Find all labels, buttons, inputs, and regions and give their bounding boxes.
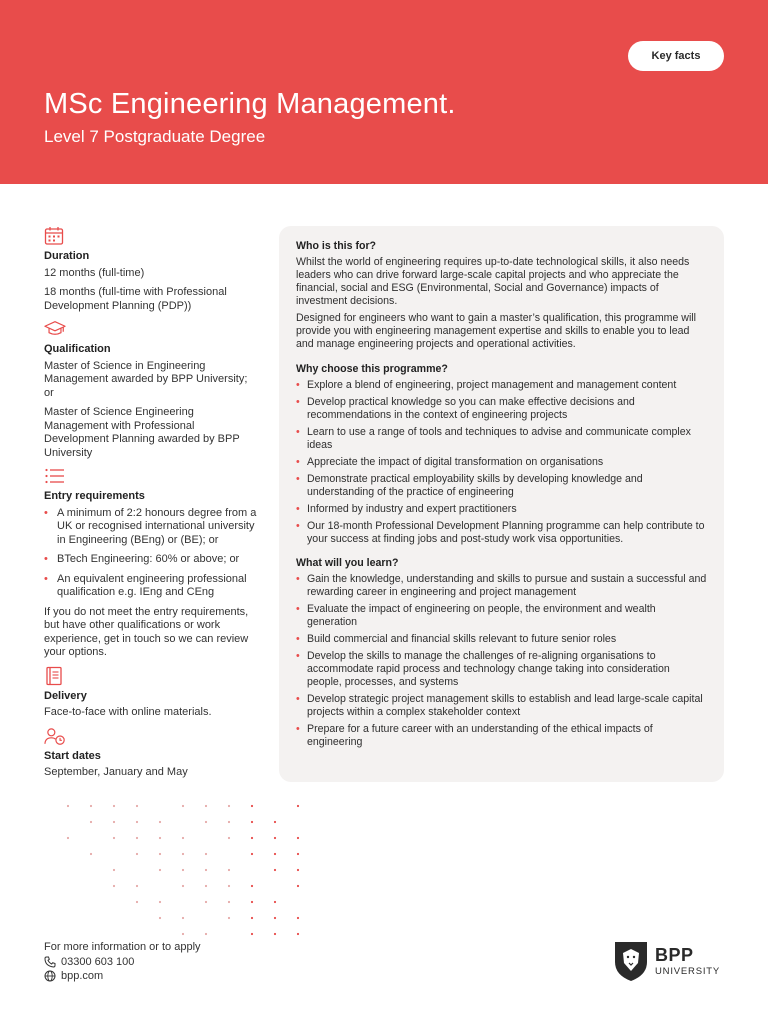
- list-item: • Learn to use a range of tools and techniques to advise and communicate complex ideas: [296, 426, 707, 452]
- person-clock-icon: [44, 726, 66, 746]
- decorative-dot: [136, 837, 138, 839]
- decorative-dot: [274, 901, 276, 903]
- decorative-dot: [274, 853, 276, 855]
- decorative-dot: [67, 805, 69, 807]
- decorative-dot: [297, 885, 299, 887]
- list-item: • An equivalent engineering professional qualification e.g. IEng and CEng: [44, 573, 260, 600]
- decorative-dot: [205, 933, 207, 935]
- phone-row[interactable]: [44, 955, 201, 970]
- list-item: • Evaluate the impact of engineering on people, the environment and wealth generation: [296, 603, 707, 629]
- decorative-dot: [113, 805, 115, 807]
- duration-section: [44, 226, 260, 313]
- contact-heading: For more information or to apply: [44, 941, 201, 953]
- list-item: • Develop strategic project management skills to establish and lead large-scale capital projects within a complex stakeholder context: [296, 693, 707, 719]
- graduation-cap-icon: [44, 319, 66, 339]
- decorative-dot: [182, 805, 184, 807]
- decorative-dot: [228, 837, 230, 839]
- entry-list: [44, 507, 260, 600]
- decorative-dot: [159, 821, 161, 823]
- programme-details-card: [279, 226, 724, 782]
- decorative-dot: [251, 917, 253, 919]
- decorative-dot: [182, 933, 184, 935]
- duration-line: 18 months (full-time with Professional Development Planning (PDP)): [44, 286, 227, 312]
- website-link[interactable]: bpp.com: [61, 970, 104, 982]
- decorative-dot: [136, 853, 138, 855]
- decorative-dot: [90, 853, 92, 855]
- qualification-line: Master of Science Engineering Management with Professional Development Planning awarded by BPP University: [44, 406, 240, 459]
- decorative-dot: [228, 869, 230, 871]
- learn-list: [296, 573, 707, 749]
- decorative-dot: [159, 837, 161, 839]
- delivery-section: [44, 666, 260, 720]
- decorative-dot: [136, 885, 138, 887]
- duration-heading: Duration: [44, 250, 90, 262]
- decorative-dot: [297, 837, 299, 839]
- list-item: • Develop practical knowledge so you can make effective decisions and recommendations in the context of engineering projects: [296, 396, 707, 422]
- key-facts-column: [44, 226, 260, 786]
- decorative-dot: [159, 853, 161, 855]
- qualification-heading: Qualification: [44, 343, 111, 355]
- decorative-dot: [136, 821, 138, 823]
- page-subtitle: Level 7 Postgraduate Degree: [44, 127, 266, 146]
- qualification-section: [44, 319, 260, 460]
- decorative-dot: [297, 805, 299, 807]
- book-icon: [44, 666, 66, 686]
- phone-icon: [44, 956, 56, 968]
- entry-note: If you do not meet the entry requirements, but have other qualifications or work experience, get in touch so we can review your options.: [44, 605, 249, 658]
- decorative-dot: [251, 933, 253, 935]
- decorative-dot: [251, 821, 253, 823]
- who-paragraph: Designed for engineers who want to gain a master’s qualification, this programme will provide you with engineering management expertise and skills to enable you to lead and manage engineering projects and operational activities.: [296, 312, 697, 350]
- key-facts-button[interactable]: Key facts: [628, 41, 724, 71]
- list-icon: [44, 466, 66, 486]
- decorative-dot: [182, 885, 184, 887]
- list-item: • A minimum of 2:2 honours degree from a UK or recognised international university in Engineering (BEng) or (BE); or: [44, 507, 260, 548]
- start-dates-heading: Start dates: [44, 749, 101, 762]
- decorative-dot: [228, 901, 230, 903]
- decorative-dot: [205, 885, 207, 887]
- decorative-dot: [182, 869, 184, 871]
- decorative-dot: [182, 917, 184, 919]
- logo-name: BPP: [655, 944, 694, 965]
- list-item: • BTech Engineering: 60% or above; or: [44, 553, 260, 567]
- decorative-dot: [113, 885, 115, 887]
- duration-line: 12 months (full-time): [44, 266, 145, 279]
- delivery-heading: Delivery: [44, 689, 87, 702]
- decorative-dot: [136, 805, 138, 807]
- list-item: • Build commercial and financial skills relevant to future senior roles: [296, 633, 707, 646]
- header-banner: [0, 0, 768, 184]
- delivery-text: Face-to-face with online materials.: [44, 706, 212, 718]
- decorative-dot: [159, 869, 161, 871]
- list-item: • Informed by industry and expert practitioners: [296, 503, 707, 516]
- decorative-dot: [113, 869, 115, 871]
- calendar-icon: [44, 226, 66, 246]
- decorative-dot-pattern: [40, 800, 310, 940]
- decorative-dot: [297, 853, 299, 855]
- decorative-dot: [251, 853, 253, 855]
- decorative-dot: [228, 917, 230, 919]
- decorative-dot: [274, 917, 276, 919]
- decorative-dot: [182, 853, 184, 855]
- why-list: [296, 379, 707, 546]
- qualification-line: Master of Science in Engineering Management awarded by BPP University; or: [44, 359, 248, 399]
- decorative-dot: [228, 805, 230, 807]
- decorative-dot: [274, 933, 276, 935]
- decorative-dot: [205, 853, 207, 855]
- learn-heading: What will you learn?: [296, 557, 399, 569]
- decorative-dot: [251, 885, 253, 887]
- decorative-dot: [205, 805, 207, 807]
- list-item: • Develop the skills to manage the challenges of re-aligning organisations to accommodate rapid process and technology change taking into consideration people, processes, and systems: [296, 650, 707, 689]
- decorative-dot: [274, 821, 276, 823]
- who-paragraph: Whilst the world of engineering requires up-to-date technological skills, it also needs leaders who can drive forward large-scale capital projects and who appreciate the financial, social and ESG (Environmental, Social and Governance) impacts of investment decisions.: [296, 256, 690, 307]
- decorative-dot: [182, 837, 184, 839]
- bpp-university-logo: [613, 940, 720, 982]
- decorative-dot: [159, 917, 161, 919]
- list-item: • Gain the knowledge, understanding and skills to pursue and sustain a successful and rewarding career in engineering and project management: [296, 573, 707, 599]
- decorative-dot: [228, 885, 230, 887]
- list-item: • Prepare for a future career with an understanding of the ethical impacts of engineering: [296, 723, 707, 749]
- decorative-dot: [228, 821, 230, 823]
- decorative-dot: [90, 805, 92, 807]
- decorative-dot: [205, 869, 207, 871]
- decorative-dot: [251, 805, 253, 807]
- entry-requirements-section: [44, 466, 260, 660]
- decorative-dot: [297, 917, 299, 919]
- list-item: • Our 18-month Professional Development Planning programme can help contribute to your success at finding jobs and post-study work visa opportunities.: [296, 520, 707, 546]
- decorative-dot: [159, 901, 161, 903]
- decorative-dot: [113, 821, 115, 823]
- decorative-dot: [297, 869, 299, 871]
- lion-shield-icon: [613, 940, 649, 982]
- decorative-dot: [274, 869, 276, 871]
- decorative-dot: [251, 901, 253, 903]
- list-item: • Appreciate the impact of digital transformation on organisations: [296, 456, 707, 469]
- decorative-dot: [297, 933, 299, 935]
- phone-number[interactable]: 03300 603 100: [61, 955, 135, 968]
- decorative-dot: [205, 821, 207, 823]
- list-item: • Explore a blend of engineering, project management and management content: [296, 379, 707, 392]
- website-row[interactable]: [44, 969, 201, 984]
- decorative-dot: [113, 837, 115, 839]
- decorative-dot: [251, 837, 253, 839]
- list-item: • Demonstrate practical employability skills by developing knowledge and understanding of the practice of engineering: [296, 473, 707, 499]
- why-heading: Why choose this programme?: [296, 363, 448, 375]
- decorative-dot: [274, 837, 276, 839]
- decorative-dot: [90, 821, 92, 823]
- logo-sub: UNIVERSITY: [655, 965, 721, 977]
- start-dates-section: [44, 726, 260, 780]
- entry-heading: Entry requirements: [44, 490, 145, 502]
- decorative-dot: [136, 901, 138, 903]
- who-heading: Who is this for?: [296, 240, 377, 252]
- globe-icon: [44, 970, 56, 982]
- decorative-dot: [67, 837, 69, 839]
- decorative-dot: [205, 901, 207, 903]
- page-title: MSc Engineering Management.: [44, 88, 456, 120]
- contact-footer: [44, 940, 201, 984]
- start-dates-text: September, January and May: [44, 766, 188, 778]
